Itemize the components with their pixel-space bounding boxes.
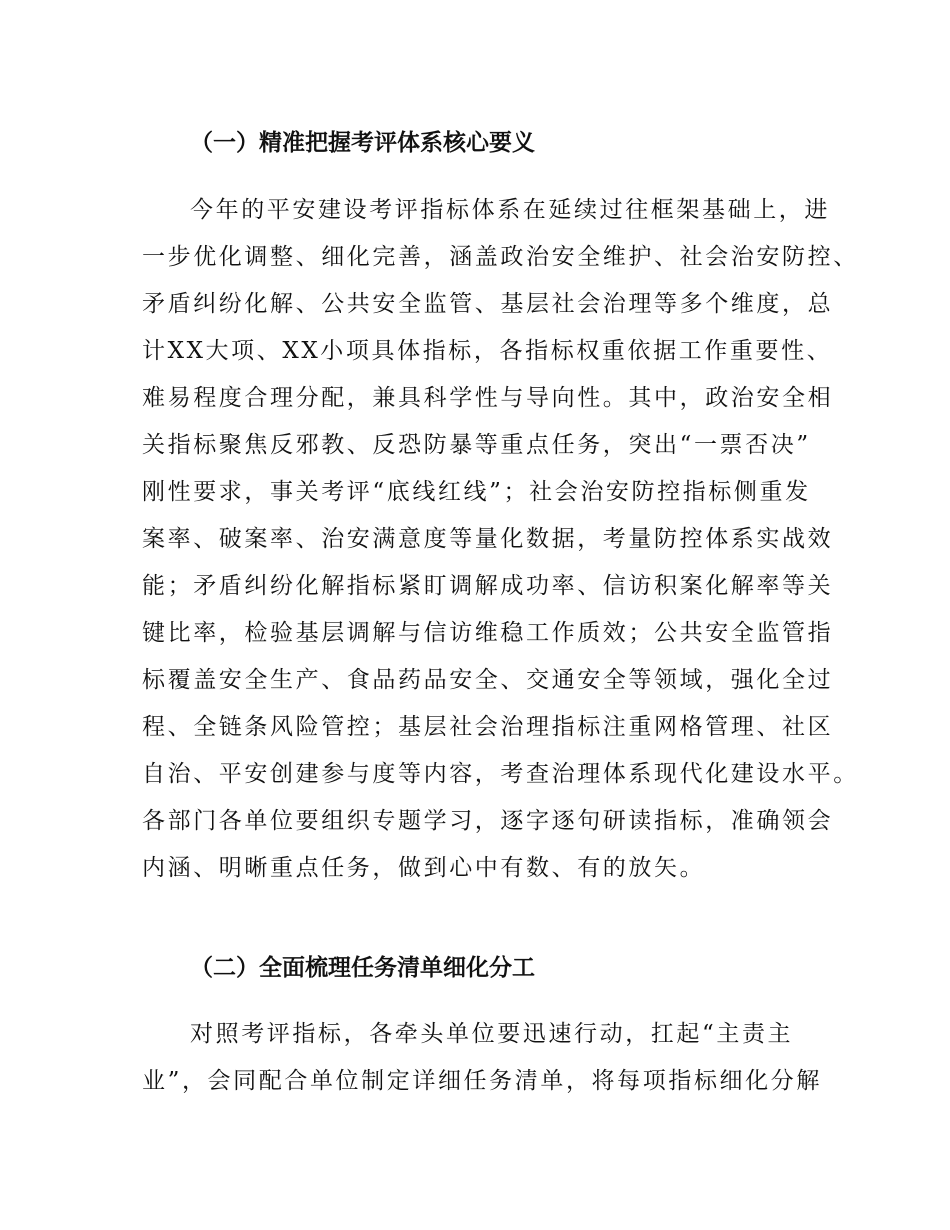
section-1-line-3: 矛盾纠纷化解、公共安全监管、基层社会治理等多个维度，总: [142, 291, 834, 317]
section-1-line-14: 各部门各单位要组织专题学习，逐字逐句研读指标，准确领会: [142, 808, 834, 834]
section-1-line-1: 今年的平安建设考评指标体系在延续过往框架基础上，进: [190, 197, 830, 223]
section-1-line-4: 计XX大项、XX小项具体指标，各指标权重依据工作重要性、: [142, 338, 833, 364]
section-1-line-10: 键比率，检验基层调解与信访维稳工作质效；公共安全监管指: [142, 620, 834, 646]
section-1-line-7: 刚性要求，事关考评“底线红线”；社会治安防控指标侧重发: [142, 479, 811, 505]
section-1-line-15: 内涵、明晰重点任务，做到心中有数、有的放矢。: [142, 855, 706, 881]
section-1-line-13: 自治、平安创建参与度等内容，考查治理体系现代化建设水平。: [142, 761, 859, 787]
section-2-heading: （二）全面梳理任务清单细化分工: [190, 955, 535, 981]
section-1-line-6: 关指标聚焦反邪教、反恐防暴等重点任务，突出“一票否决”: [142, 432, 811, 458]
section-2-line-1: 对照考评指标，各牵头单位要迅速行动，扛起“主责主: [190, 1021, 794, 1047]
section-1-heading: （一）精准把握考评体系核心要义: [190, 130, 535, 156]
section-1-line-9: 能；矛盾纠纷化解指标紧盯调解成功率、信访积案化解率等关: [142, 573, 834, 599]
section-2-line-2: 业”，会同配合单位制定详细任务清单，将每项指标细化分解: [142, 1068, 822, 1094]
section-1-line-11: 标覆盖安全生产、食品药品安全、交通安全等领域，强化全过: [142, 667, 834, 693]
section-1-line-2: 一步优化调整、细化完善，涵盖政治安全维护、社会治安防控、: [142, 244, 859, 270]
section-1-line-12: 程、全链条风险管控；基层社会治理指标注重网格管理、社区: [142, 714, 834, 740]
section-1-line-5: 难易程度合理分配，兼具科学性与导向性。其中，政治安全相: [142, 385, 834, 411]
section-1-line-8: 案率、破案率、治安满意度等量化数据，考量防控体系实战效: [142, 526, 834, 552]
